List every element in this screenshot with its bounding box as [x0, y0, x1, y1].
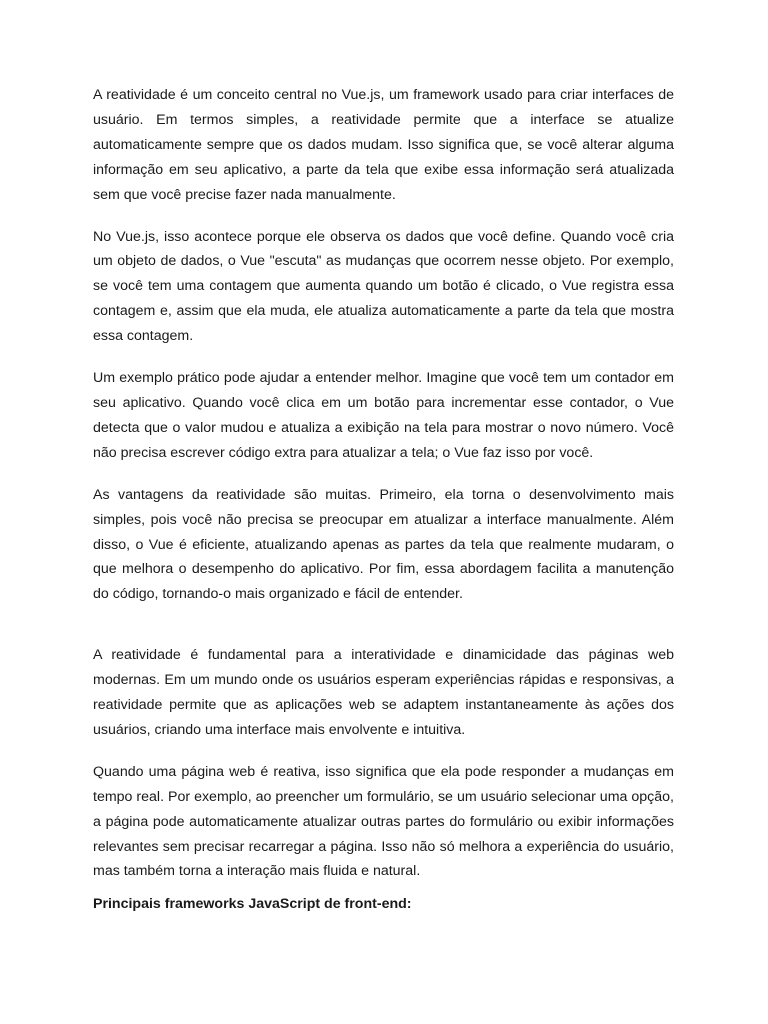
paragraph-interactivity: A reatividade é fundamental para a interatividade e dinamicidade das páginas web modernas. Em um mundo onde os usuários esperam experiências rápidas e responsivas, a reatividade permite que as aplicações web se adaptem instantaneamente às ações dos usuários, criando uma interface mais envolvente e intuitiva. [93, 647, 674, 738]
paragraph-advantages: As vantagens da reatividade são muitas. Primeiro, ela torna o desenvolvimento mais simples, pois você não precisa se preocupar em atualizar a interface manualmente. Além disso, o Vue é eficiente, atualizando apenas as partes da tela que realmente mudaram, o que melhora o desempenho do aplicativo. Por fim, essa abordagem facilita a manutenção do código, tornando-o mais organizado e fácil de entender. [93, 486, 674, 603]
paragraph-vue-observes-data: No Vue.js, isso acontece porque ele observa os dados que você define. Quando você cria um objeto de dados, o Vue "escuta" as mudanças que ocorrem nesse objeto. Por exemplo, se você tem uma contagem que aumenta quando um botão é clicado, o Vue registra essa contagem e, assim que ela muda, ele atualiza automaticamente a parte da tela que mostra essa contagem. [93, 228, 674, 345]
paragraph-reactive-page: Quando uma página web é reativa, isso significa que ela pode responder a mudanças em tempo real. Por exemplo, ao preencher um formulário, se um usuário selecionar uma opção, a página pode automaticamente atualizar outras partes do formulário ou exibir informações relevantes sem precisar recarregar a página. Isso não só melhora a experiência do usuário, mas também torna a interação mais fluida e natural. [93, 763, 674, 880]
paragraph-counter-example: Um exemplo prático pode ajudar a entender melhor. Imagine que você tem um contador em seu aplicativo. Quando você clica em um botão para incrementar esse contador, o Vue detecta que o valor mudou e atualiza a exibição na tela para mostrar o novo número. Você não precisa escrever código extra para atualizar a tela; o Vue faz isso por você. [93, 370, 674, 461]
section-heading: Principais frameworks JavaScript de front-end: [93, 896, 412, 913]
paragraph-reactivity-intro: A reatividade é um conceito central no Vue.js, um framework usado para criar interfaces de usuário. Em termos simples, a reatividade permite que a interface se atualize automaticamente sempre que os dados mudam. Isso significa que, se você alterar alguma informação em seu aplicativo, a parte da tela que exibe essa informação será atualizada sem que você precise fazer nada manualmente. [93, 87, 674, 203]
document-page [93, 83, 674, 917]
